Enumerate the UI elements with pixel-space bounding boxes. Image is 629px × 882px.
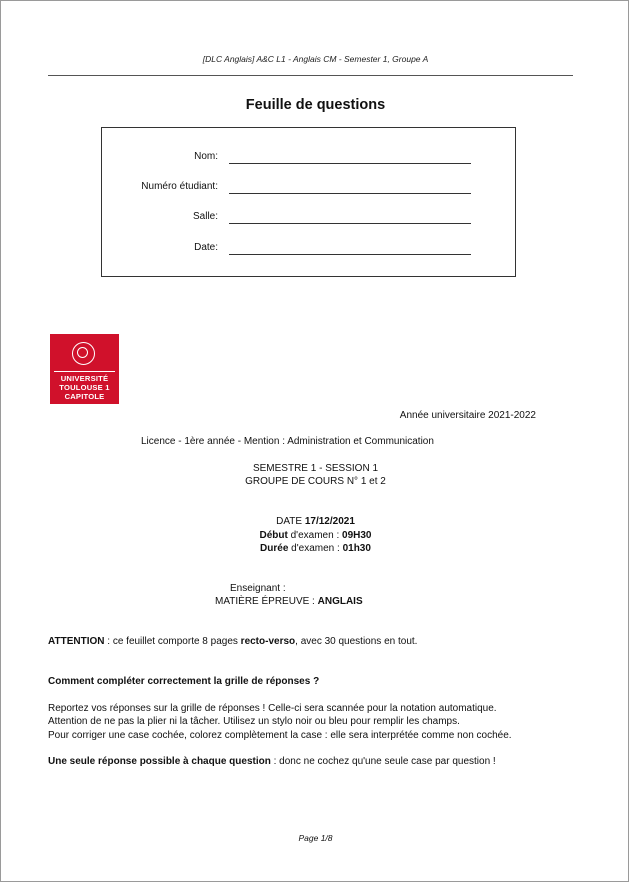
exam-duration-label: d'examen : [288, 543, 343, 554]
subject-line [215, 596, 363, 607]
name-field[interactable] [102, 144, 515, 164]
exam-start-label-bold: Début [259, 530, 288, 541]
header-divider [48, 75, 573, 76]
name-label: Nom: [194, 151, 218, 162]
subject-value: ANGLAIS [317, 596, 363, 607]
date-line[interactable] [229, 254, 471, 255]
page-title: Feuille de questions [245, 97, 386, 113]
attention-text-before: : ce feuillet comporte 8 pages [104, 636, 241, 647]
attention-notice [48, 636, 417, 647]
student-number-line[interactable] [229, 193, 471, 194]
single-answer-rule [48, 756, 496, 767]
single-answer-bold: Une seule réponse possible à chaque question [48, 756, 271, 767]
exam-date-label: DATE [276, 516, 305, 527]
exam-duration-value: 01h30 [342, 543, 371, 554]
single-answer-rest: : donc ne cochez qu'une seule case par question ! [270, 756, 496, 767]
attention-label: ATTENTION [48, 636, 105, 647]
exam-start-value: 09H30 [342, 530, 372, 541]
student-number-field[interactable] [102, 174, 515, 194]
logo-text [50, 374, 119, 401]
exam-duration [1, 543, 629, 554]
page-number: Page 1/8 [298, 833, 333, 843]
academic-year: Année universitaire 2021-2022 [399, 410, 536, 421]
seal-icon [72, 342, 95, 365]
course-groups: GROUPE DE COURS N° 1 et 2 [245, 476, 386, 487]
exam-date-value: 17/12/2021 [304, 516, 355, 527]
room-field[interactable] [102, 204, 515, 224]
exam-date [1, 516, 629, 527]
attention-text-after: , avec 30 questions en tout. [295, 636, 418, 647]
date-field[interactable] [102, 235, 515, 255]
exam-duration-label-bold: Durée [260, 543, 289, 554]
university-logo [50, 334, 119, 404]
room-label: Salle: [192, 211, 218, 222]
course-header: [DLC Anglais] A&C L1 - Anglais CM - Semester 1, Groupe A [202, 54, 429, 64]
logo-divider [54, 371, 115, 372]
teacher-label: Enseignant : [230, 583, 286, 594]
student-id-box [101, 127, 516, 277]
logo-line-1: UNIVERSITÉ [60, 374, 109, 383]
exam-start-label: d'examen : [287, 530, 343, 541]
name-line[interactable] [229, 163, 471, 164]
semester-session: SEMESTRE 1 - SESSION 1 [252, 463, 379, 474]
program-line: Licence - 1ère année - Mention : Administration et Communication [141, 436, 434, 447]
student-number-label: Numéro étudiant: [141, 181, 218, 192]
instruction-line-1: Reportez vos réponses sur la grille de réponses ! Celle-ci sera scannée pour la notation automatique. [48, 703, 497, 714]
exam-start [1, 530, 629, 541]
subject-label: MATIÈRE ÉPREUVE : [215, 596, 318, 607]
logo-line-3: CAPITOLE [64, 392, 105, 401]
room-line[interactable] [229, 223, 471, 224]
instruction-line-2: Attention de ne pas la plier ni la tâcher. Utilisez un stylo noir ou bleu pour remplir les champs. [48, 716, 460, 727]
instruction-line-3: Pour corriger une case cochée, colorez complètement la case : elle sera interprétée comme non cochée. [48, 730, 512, 741]
date-label: Date: [194, 242, 218, 253]
instructions-heading: Comment compléter correctement la grille de réponses ? [48, 676, 320, 687]
attention-bold: recto-verso [240, 636, 296, 647]
logo-line-2: TOULOUSE 1 [59, 383, 110, 392]
